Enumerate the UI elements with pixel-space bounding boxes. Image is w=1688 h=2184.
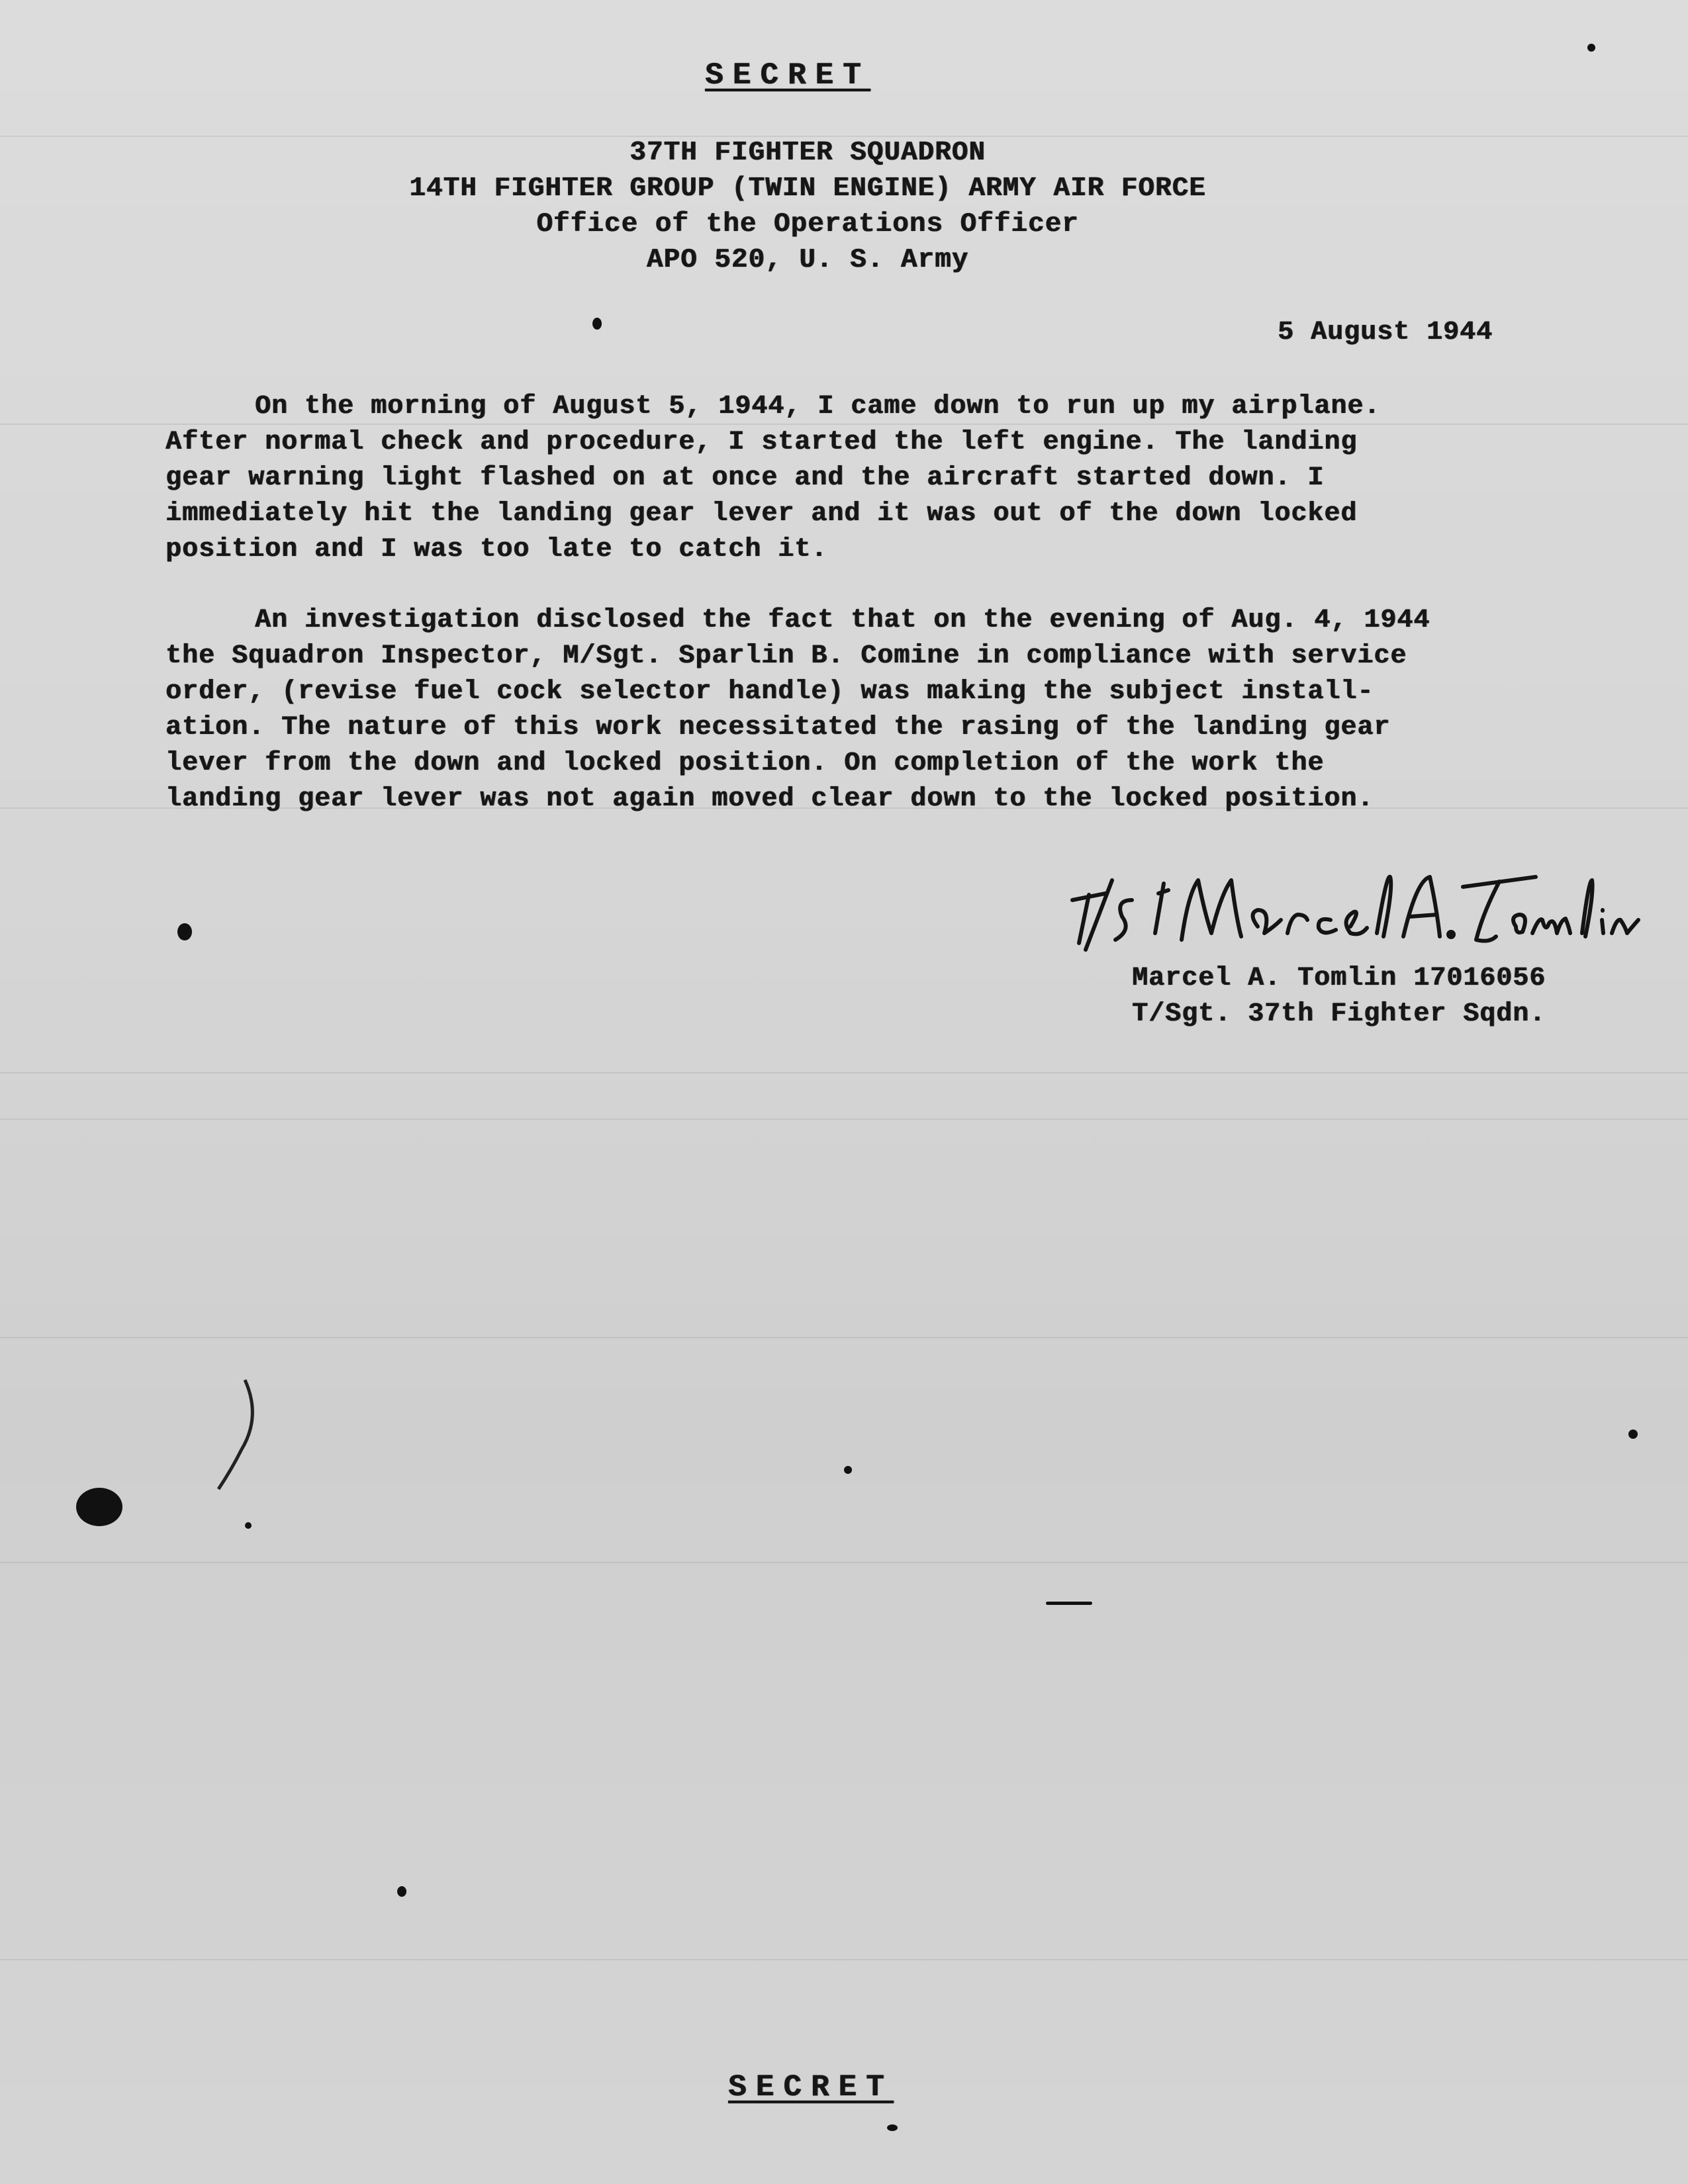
document-date: 5 August 1944 xyxy=(1278,318,1493,347)
ink-speck xyxy=(177,923,192,940)
signature-name: Marcel A. Tomlin 17016056 xyxy=(1132,964,1546,993)
ink-mark xyxy=(1046,1602,1092,1605)
ink-blot xyxy=(76,1488,122,1526)
handwritten-signature xyxy=(1059,854,1642,953)
scan-line xyxy=(0,1072,1688,1073)
classification-top: SECRET xyxy=(705,58,870,93)
paragraph1-line: position and I was too late to catch it. xyxy=(165,535,828,565)
scan-line xyxy=(0,424,1688,425)
ink-speck xyxy=(397,1886,406,1897)
pen-stroke-mark xyxy=(212,1377,265,1496)
scan-line xyxy=(0,1337,1688,1338)
paragraph1-line: immediately hit the landing gear lever and it was out of the down locked xyxy=(165,499,1358,529)
signature-title: T/Sgt. 37th Fighter Sqdn. xyxy=(1132,999,1546,1029)
scan-line xyxy=(0,1959,1688,1960)
header-office: Office of the Operations Officer xyxy=(536,209,1079,240)
ink-speck xyxy=(245,1522,252,1529)
header-unit: 37TH FIGHTER SQUADRON xyxy=(630,138,986,168)
scan-line xyxy=(0,1118,1688,1120)
scan-line xyxy=(0,1562,1688,1563)
paragraph1-line: On the morning of August 5, 1944, I came down to run up my airplane. xyxy=(255,392,1381,422)
ink-speck xyxy=(1587,44,1595,52)
paragraph1-line: After normal check and procedure, I started the left engine. The landing xyxy=(165,428,1358,457)
paragraph2-line: the Squadron Inspector, M/Sgt. Sparlin B. Comine in compliance with service xyxy=(165,641,1407,671)
paragraph2-line: order, (revise fuel cock selector handle) was making the subject install- xyxy=(165,677,1374,707)
paragraph2-line: An investigation disclosed the fact that on the evening of Aug. 4, 1944 xyxy=(255,606,1430,635)
ink-speck xyxy=(592,318,602,330)
paragraph1-line: gear warning light flashed on at once and the aircraft started down. I xyxy=(165,463,1325,493)
header-apo: APO 520, U. S. Army xyxy=(646,245,969,275)
paragraph2-line: lever from the down and locked position. On completion of the work the xyxy=(165,749,1325,778)
paragraph2-line: ation. The nature of this work necessitated the rasing of the landing gear xyxy=(165,713,1391,743)
scan-line xyxy=(0,136,1688,137)
ink-speck xyxy=(887,2124,898,2131)
header-group: 14TH FIGHTER GROUP (TWIN ENGINE) ARMY AIR FORCE xyxy=(409,173,1206,204)
paragraph2-line: landing gear lever was not again moved clear down to the locked position. xyxy=(165,784,1374,814)
classification-bottom: SECRET xyxy=(728,2070,894,2105)
ink-speck xyxy=(844,1466,852,1474)
ink-speck xyxy=(1628,1430,1638,1439)
